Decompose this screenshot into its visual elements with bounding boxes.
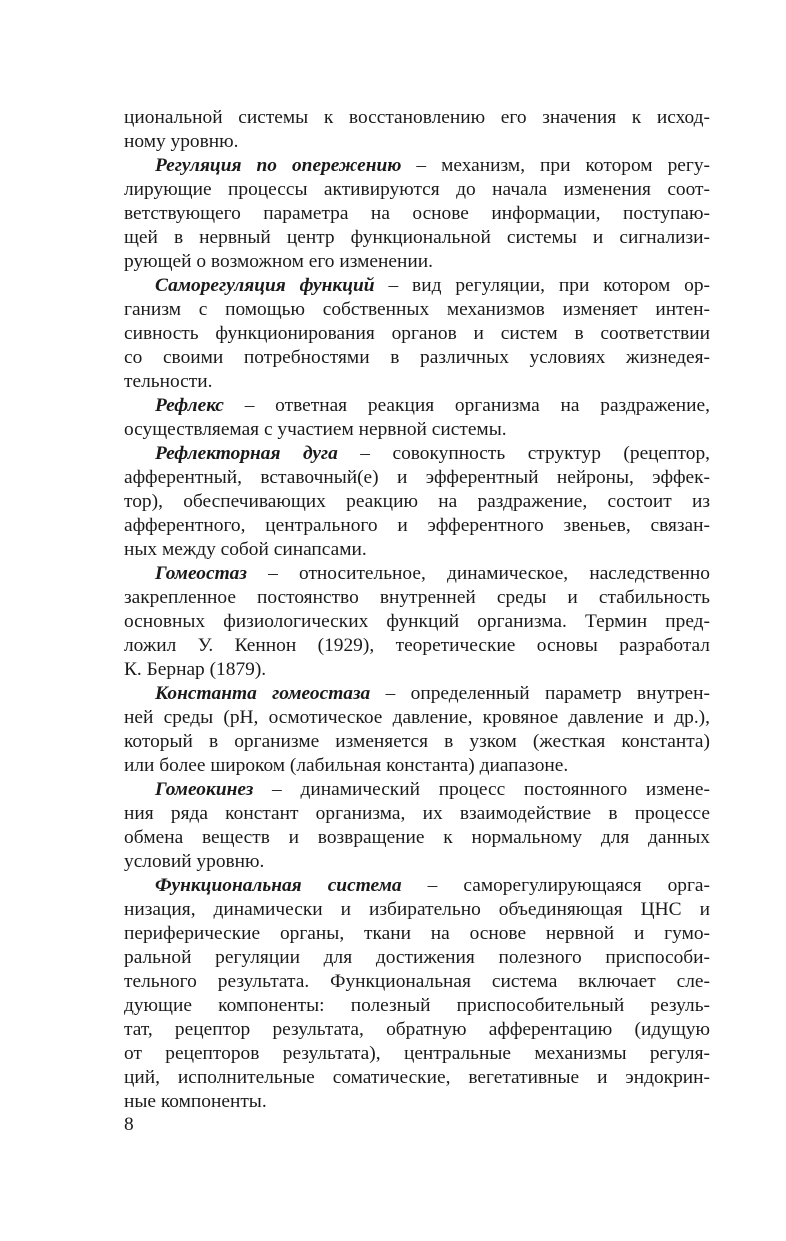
line-text: или более широком (лабильная константа) диапазоне. — [124, 755, 569, 776]
text-line — [124, 898, 710, 922]
text-line — [124, 1090, 710, 1114]
line-text: – относительное, динамическое, наследственно — [246, 563, 710, 584]
line-text: закрепленное постоянство внутренней среды и стабильность — [124, 587, 710, 608]
term-line — [124, 154, 710, 178]
line-text: К. Бернар (1879). — [124, 659, 267, 680]
line-text: дующие компоненты: полезный приспособительный резуль- — [124, 995, 710, 1016]
line-text: со своими потребностями в различных условиях жизнедея- — [124, 347, 710, 368]
line-text: ложил У. Кеннон (1929), теоретические основы разработал — [124, 635, 710, 656]
line-text: низация, динамически и избирательно объединяющая ЦНС и — [124, 899, 710, 920]
line-text: ные компоненты. — [124, 1091, 267, 1112]
term-heading: Саморегуляция функций — [155, 275, 375, 296]
text-line — [124, 970, 710, 994]
line-text: ральной регуляции для достижения полезного приспособи- — [124, 947, 710, 968]
term-line — [124, 682, 710, 706]
line-text: ных между собой синапсами. — [124, 539, 367, 560]
text-line — [124, 202, 710, 226]
page-number: 8 — [124, 1114, 134, 1135]
line-text: – вид регуляции, при котором ор- — [374, 275, 710, 296]
line-text: циональной системы к восстановлению его значения к исход- — [124, 107, 710, 128]
line-text: условий уровню. — [124, 851, 265, 872]
text-line — [124, 298, 710, 322]
line-text: ветствующего параметра на основе информации, поступаю- — [124, 203, 710, 224]
text-block — [124, 106, 710, 1114]
text-line — [124, 946, 710, 970]
text-line — [124, 322, 710, 346]
text-line — [124, 130, 710, 154]
line-text: осуществляемая с участием нервной системы. — [124, 419, 507, 440]
term-heading: Гомеокинез — [155, 779, 254, 800]
line-text: ному уровню. — [124, 131, 239, 152]
text-line — [124, 178, 710, 202]
line-text: обмена веществ и возвращение к нормальному для данных — [124, 827, 710, 848]
text-line — [124, 226, 710, 250]
line-text: периферические органы, ткани на основе нервной и гумо- — [124, 923, 710, 944]
text-line — [124, 826, 710, 850]
line-text: ций, исполнительные соматические, вегетативные и эндокрин- — [124, 1067, 710, 1088]
term-line — [124, 394, 710, 418]
text-line — [124, 802, 710, 826]
term-heading: Функциональная система — [155, 875, 402, 896]
text-line — [124, 250, 710, 274]
text-line — [124, 418, 710, 442]
term-line — [124, 874, 710, 898]
term-heading: Рефлекторная дуга — [155, 443, 338, 464]
term-heading: Гомеостаз — [155, 563, 247, 584]
term-heading: Рефлекс — [155, 395, 224, 416]
text-line — [124, 370, 710, 394]
line-text: тельного результата. Функциональная система включает сле- — [124, 971, 710, 992]
line-text: – механизм, при котором регу- — [401, 155, 710, 176]
line-text: ния ряда констант организма, их взаимодействие в процессе — [124, 803, 710, 824]
line-text: афферентный, вставочный(е) и эфферентный нейроны, эффек- — [124, 467, 710, 488]
line-text: тельности. — [124, 371, 213, 392]
text-line — [124, 994, 710, 1018]
line-text: тор), обеспечивающих реакцию на раздражение, состоит из — [124, 491, 710, 512]
text-line — [124, 850, 710, 874]
text-line — [124, 490, 710, 514]
line-text: щей в нервный центр функциональной системы и сигнализи- — [124, 227, 710, 248]
line-text: – ответная реакция организма на раздражение, — [223, 395, 710, 416]
line-text: афферентного, центрального и эфферентного звеньев, связан- — [124, 515, 710, 536]
text-line — [124, 754, 710, 778]
text-line — [124, 514, 710, 538]
text-line — [124, 922, 710, 946]
term-line — [124, 442, 710, 466]
text-line — [124, 610, 710, 634]
term-line — [124, 562, 710, 586]
line-text: – саморегулирующаяся орга- — [401, 875, 710, 896]
line-text: ней среды (pH, осмотическое давление, кровяное давление и др.), — [124, 707, 710, 728]
text-line — [124, 706, 710, 730]
line-text: тат, рецептор результата, обратную афферентацию (идущую — [124, 1019, 710, 1040]
term-heading: Константа гомеостаза — [155, 683, 371, 704]
line-text: ганизм с помощью собственных механизмов изменяет интен- — [124, 299, 710, 320]
line-text: лирующие процессы активируются до начала изменения соот- — [124, 179, 710, 200]
text-line — [124, 1066, 710, 1090]
line-text: основных физиологических функций организма. Термин пред- — [124, 611, 710, 632]
line-text: который в организме изменяется в узком (жесткая константа) — [124, 731, 710, 752]
line-text: – динамический процесс постоянного измене- — [253, 779, 710, 800]
text-line — [124, 730, 710, 754]
text-line — [124, 346, 710, 370]
term-line — [124, 274, 710, 298]
line-text: сивность функционирования органов и систем в соответствии — [124, 323, 710, 344]
line-text: от рецепторов результата), центральные механизмы регуля- — [124, 1043, 710, 1064]
line-text: – определенный параметр внутрен- — [370, 683, 710, 704]
text-line — [124, 1042, 710, 1066]
text-line — [124, 466, 710, 490]
line-text: рующей о возможном его изменении. — [124, 251, 433, 272]
text-line — [124, 538, 710, 562]
text-line — [124, 658, 710, 682]
term-heading: Регуляция по опережению — [155, 155, 402, 176]
text-line — [124, 634, 710, 658]
term-line — [124, 778, 710, 802]
line-text: – совокупность структур (рецептор, — [337, 443, 711, 464]
text-line — [124, 586, 710, 610]
text-line — [124, 1018, 710, 1042]
text-line — [124, 106, 710, 130]
